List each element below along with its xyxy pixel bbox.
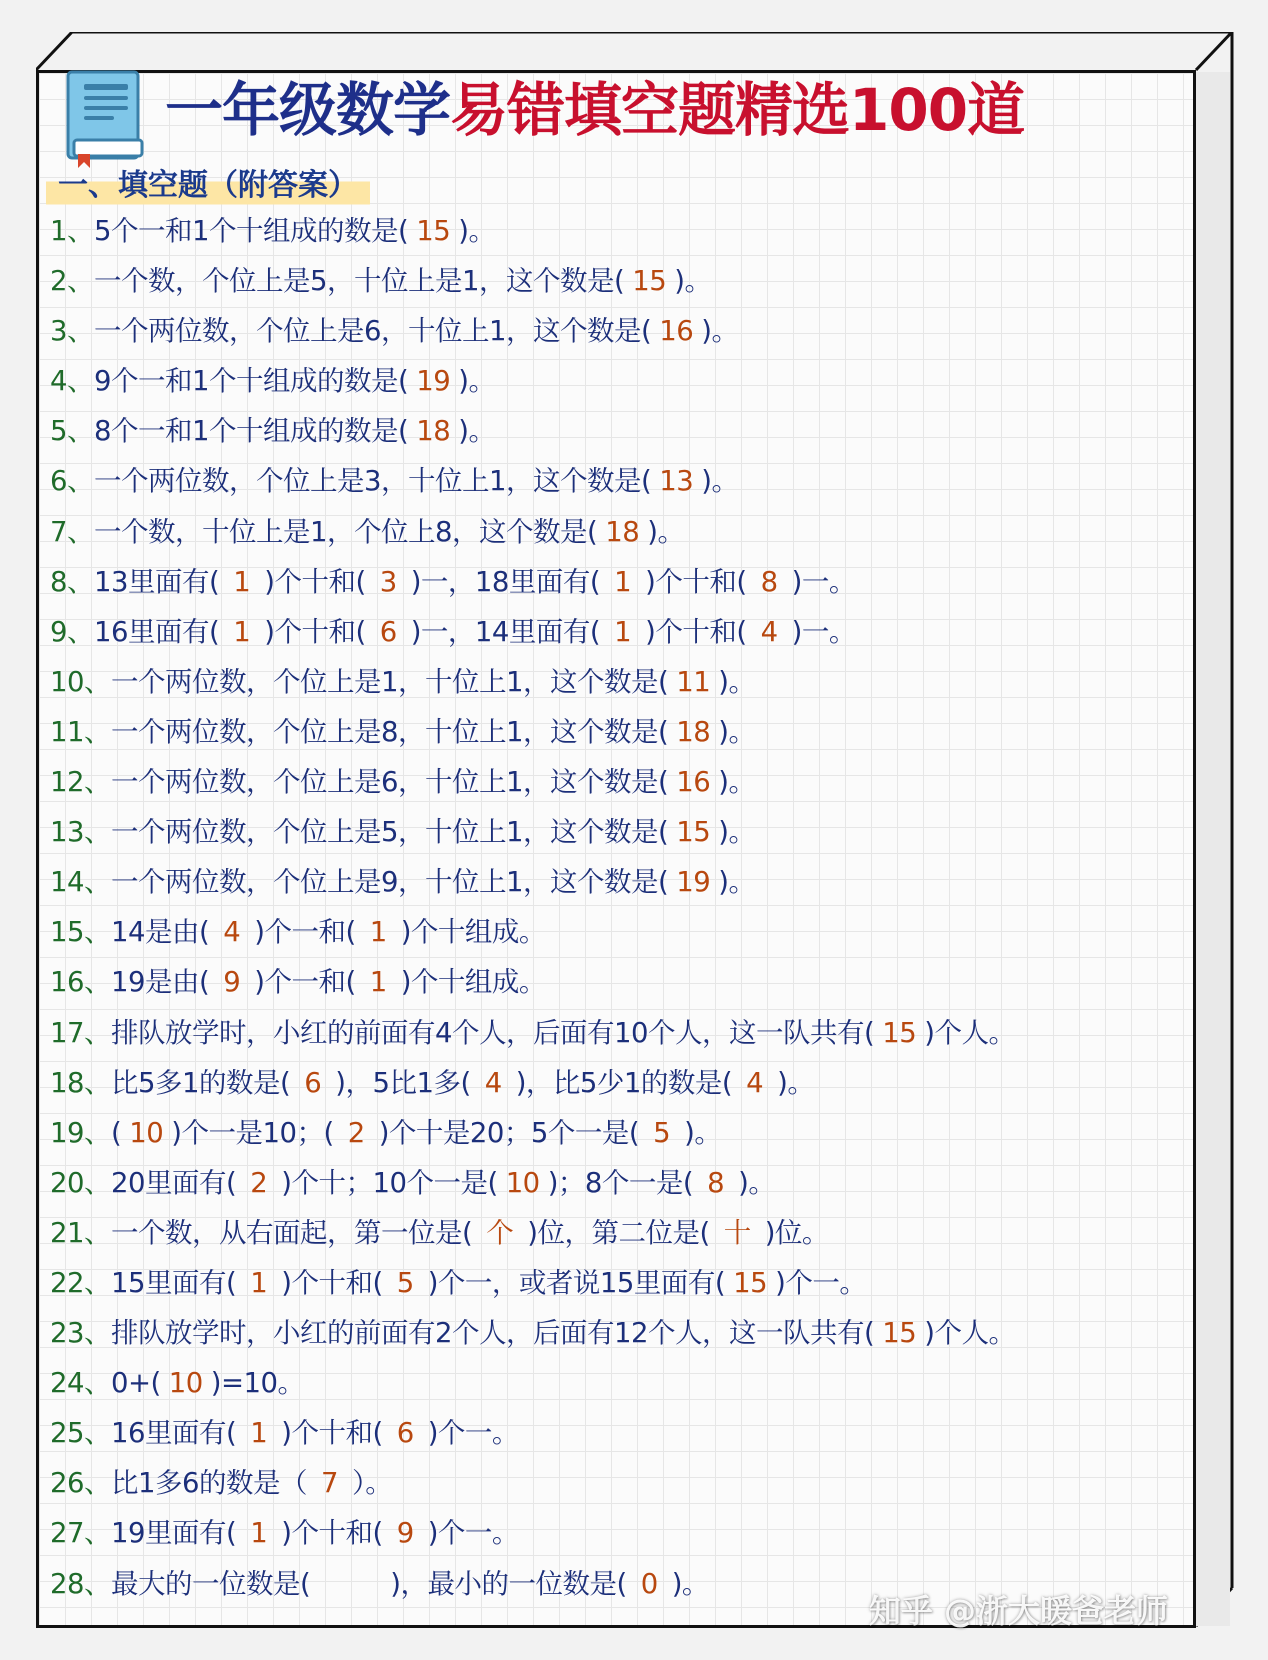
question-number: 28、 xyxy=(50,1567,111,1600)
answer: 4 xyxy=(746,1066,764,1099)
question-text: )个一和( xyxy=(254,966,356,999)
question-text: )。 xyxy=(738,1166,776,1199)
answer: 15 xyxy=(676,816,711,849)
answer: 18 xyxy=(605,515,640,548)
question-item xyxy=(50,1108,1170,1158)
question-text: )=10。 xyxy=(210,1367,305,1400)
question-number: 9、 xyxy=(50,615,94,648)
answer: 15 xyxy=(416,215,451,247)
question-item xyxy=(50,406,1170,456)
question-text: )个十和( xyxy=(281,1517,383,1550)
answer: 15 xyxy=(733,1266,768,1299)
question-item xyxy=(50,907,1170,957)
question-number: 11、 xyxy=(50,715,111,748)
question-text: )个一。 xyxy=(427,1517,519,1550)
question-text: )。 xyxy=(671,1567,709,1600)
question-text: 16里面有( xyxy=(111,1417,237,1450)
question-text: )个十和( xyxy=(645,565,747,598)
question-text: 16里面有( xyxy=(94,615,220,648)
answer: 15 xyxy=(882,1016,917,1049)
question-text: 一个两位数，个位上是5，十位上1，这个数是( xyxy=(111,816,669,849)
question-item xyxy=(50,256,1170,306)
question-text: 13里面有( xyxy=(94,565,220,598)
question-text: )一，14里面有( xyxy=(410,615,601,648)
question-text: )。 xyxy=(674,265,712,298)
question-text: )个十和( xyxy=(264,565,366,598)
answer: 13 xyxy=(659,465,694,498)
question-number: 1、 xyxy=(50,215,94,247)
answer: 1 xyxy=(369,966,387,999)
answer: 1 xyxy=(250,1266,268,1299)
answer: 16 xyxy=(676,766,711,799)
question-text: 一个两位数，个位上是1，十位上1，这个数是( xyxy=(111,665,669,698)
question-text: )一。 xyxy=(791,615,856,648)
question-number: 14、 xyxy=(50,866,111,899)
question-number: 24、 xyxy=(50,1367,111,1400)
answer: 1 xyxy=(250,1417,268,1450)
question-item xyxy=(50,1508,1170,1558)
question-number: 3、 xyxy=(50,315,94,348)
question-number: 12、 xyxy=(50,766,111,799)
question-text: )个一。 xyxy=(775,1266,867,1299)
question-text: )。 xyxy=(718,665,756,698)
question-item xyxy=(50,1258,1170,1308)
question-text: 8个一和1个十组成的数是( xyxy=(94,415,409,448)
answer: 9 xyxy=(223,966,241,999)
answer: 4 xyxy=(484,1066,502,1099)
question-item xyxy=(50,857,1170,907)
question-number: 8、 xyxy=(50,565,94,598)
question-item xyxy=(50,707,1170,757)
title-part2: 易错填空题精选100道 xyxy=(450,76,1025,144)
answer: 5 xyxy=(653,1116,671,1149)
question-text: )位。 xyxy=(764,1216,829,1249)
question-text: )。 xyxy=(458,365,496,398)
question-text: )。 xyxy=(684,1116,722,1149)
question-text: )。 xyxy=(458,415,496,448)
answer: 1 xyxy=(250,1517,268,1550)
question-text: )。 xyxy=(701,465,739,498)
question-number: 5、 xyxy=(50,415,94,448)
answer: 11 xyxy=(676,665,711,698)
question-text: )个十和( xyxy=(645,615,747,648)
question-text: )个人。 xyxy=(924,1016,1016,1049)
question-text: )。 xyxy=(718,816,756,849)
question-text: 一个两位数，个位上是3，十位上1，这个数是( xyxy=(94,465,652,498)
answer: 15 xyxy=(882,1317,917,1350)
question-number: 15、 xyxy=(50,916,111,949)
question-number: 7、 xyxy=(50,515,94,548)
answer: 10 xyxy=(505,1166,540,1199)
question-text: 15里面有( xyxy=(111,1266,237,1299)
question-text: 14是由( xyxy=(111,916,210,949)
question-item xyxy=(50,1058,1170,1108)
answer: 9 xyxy=(396,1517,414,1550)
answer: 6 xyxy=(304,1066,322,1099)
answer: 10 xyxy=(129,1116,164,1149)
question-text: 20里面有( xyxy=(111,1166,237,1199)
question-item xyxy=(50,1358,1170,1408)
answer: 16 xyxy=(659,315,694,348)
question-text: )个十和( xyxy=(281,1417,383,1450)
question-text: )。 xyxy=(777,1066,815,1099)
question-text: )个十是20；5个一是( xyxy=(378,1116,640,1149)
question-number: 6、 xyxy=(50,465,94,498)
question-text: )一，18里面有( xyxy=(410,565,601,598)
question-item xyxy=(50,1208,1170,1258)
question-number: 27、 xyxy=(50,1517,111,1550)
question-item xyxy=(50,507,1170,557)
question-text: 一个数，十位上是1，个位上8，这个数是( xyxy=(94,515,598,548)
question-item xyxy=(50,206,1170,256)
question-item xyxy=(50,456,1170,506)
question-text: 一个两位数，个位上是8，十位上1，这个数是( xyxy=(111,715,669,748)
question-item xyxy=(50,1408,1170,1458)
watermark: 知乎 @浙大暖爸老师 xyxy=(868,1592,1168,1630)
answer: 1 xyxy=(614,615,632,648)
question-number: 18、 xyxy=(50,1066,111,1099)
question-item xyxy=(50,356,1170,406)
question-text: )。 xyxy=(458,215,496,247)
question-number: 4、 xyxy=(50,365,94,398)
question-number: 17、 xyxy=(50,1016,111,1049)
answer: 18 xyxy=(676,715,711,748)
question-item xyxy=(50,306,1170,356)
answer: 2 xyxy=(250,1166,268,1199)
question-text: )位，第二位是( xyxy=(527,1216,710,1249)
question-text: )个十；10个一是( xyxy=(281,1166,498,1199)
question-text: )。 xyxy=(718,766,756,799)
question-number: 19、 xyxy=(50,1116,111,1149)
question-item xyxy=(50,657,1170,707)
answer: 18 xyxy=(416,415,451,448)
answer: 8 xyxy=(760,565,778,598)
question-text: 比1多6的数是（ xyxy=(111,1467,307,1500)
answer: 19 xyxy=(416,365,451,398)
question-text: 19是由( xyxy=(111,966,210,999)
question-text: )，5比1多( xyxy=(335,1066,471,1099)
question-item xyxy=(50,557,1170,607)
question-text: 最大的一位数是( xyxy=(111,1567,311,1600)
question-text: 一个两位数，个位上是6，十位上1，这个数是( xyxy=(111,766,669,799)
question-text: )个人。 xyxy=(924,1317,1016,1350)
answer: 5 xyxy=(396,1266,414,1299)
question-text: )个十和( xyxy=(264,615,366,648)
question-text: )；8个一是( xyxy=(547,1166,694,1199)
answer: 4 xyxy=(223,916,241,949)
question-text: 9个一和1个十组成的数是( xyxy=(94,365,409,398)
question-text: )。 xyxy=(647,515,685,548)
question-text: 一个数，从右面起，第一位是( xyxy=(111,1216,473,1249)
question-number: 26、 xyxy=(50,1467,111,1500)
answer: 19 xyxy=(676,866,711,899)
answer: 6 xyxy=(379,615,397,648)
question-number: 10、 xyxy=(50,665,111,698)
question-text: )个十组成。 xyxy=(400,916,546,949)
answer: 1 xyxy=(369,916,387,949)
answer: 1 xyxy=(614,565,632,598)
answer: 个 xyxy=(486,1216,514,1249)
question-text: 一个两位数，个位上是9，十位上1，这个数是( xyxy=(111,866,669,899)
frame-top-edge xyxy=(36,32,1232,72)
page-title xyxy=(165,70,1024,150)
question-item xyxy=(50,957,1170,1007)
frame-right-edge xyxy=(1194,32,1234,1628)
answer: 10 xyxy=(168,1367,203,1400)
question-text: 排队放学时，小红的前面有4个人，后面有10个人，这一队共有( xyxy=(111,1016,875,1049)
question-text: 排队放学时，小红的前面有2个人，后面有12个人，这一队共有( xyxy=(111,1317,875,1350)
answer: 15 xyxy=(632,265,667,298)
answer: 8 xyxy=(707,1166,725,1199)
question-text: 19里面有( xyxy=(111,1517,237,1550)
question-text: )一。 xyxy=(791,565,856,598)
question-item xyxy=(50,1008,1170,1058)
answer: 十 xyxy=(723,1216,751,1249)
question-item xyxy=(50,1308,1170,1358)
question-item xyxy=(50,807,1170,857)
answer: 2 xyxy=(347,1116,365,1149)
question-text: 比5多1的数是( xyxy=(111,1066,291,1099)
question-text: )。 xyxy=(718,866,756,899)
question-text: 一个两位数，个位上是6，十位上1，这个数是( xyxy=(94,315,652,348)
question-text: 0+( xyxy=(111,1367,161,1400)
question-text: ( xyxy=(111,1116,122,1149)
answer: 1 xyxy=(233,565,251,598)
question-text: )个十组成。 xyxy=(400,966,546,999)
question-number: 25、 xyxy=(50,1417,111,1450)
question-number: 20、 xyxy=(50,1166,111,1199)
question-item xyxy=(50,757,1170,807)
question-number: 23、 xyxy=(50,1317,111,1350)
question-text: )，最小的一位数是( xyxy=(390,1567,627,1600)
answer: 0 xyxy=(640,1567,658,1600)
question-text: )个一。 xyxy=(427,1417,519,1450)
title-part1: 一年级数学 xyxy=(165,76,451,144)
answer: 7 xyxy=(321,1467,338,1500)
question-text: )。 xyxy=(718,715,756,748)
question-text: )个一和( xyxy=(254,916,356,949)
answer: 1 xyxy=(233,615,251,648)
answer: 6 xyxy=(396,1417,414,1450)
answer: 4 xyxy=(760,615,778,648)
question-item xyxy=(50,607,1170,657)
question-item xyxy=(50,1158,1170,1208)
question-item xyxy=(50,1458,1170,1508)
question-text: 5个一和1个十组成的数是( xyxy=(94,215,409,247)
question-text: ）。 xyxy=(352,1467,393,1500)
question-text: )个一，或者说15里面有( xyxy=(427,1266,726,1299)
book-icon xyxy=(64,70,148,170)
question-number: 22、 xyxy=(50,1266,111,1299)
answer: 3 xyxy=(379,565,397,598)
question-list xyxy=(50,206,1170,1609)
question-text: )个十和( xyxy=(281,1266,383,1299)
question-number: 16、 xyxy=(50,966,111,999)
question-text: 一个数，个位上是5，十位上是1，这个数是( xyxy=(94,265,625,298)
question-number: 2、 xyxy=(50,265,94,298)
question-number: 21、 xyxy=(50,1216,111,1249)
question-text: )，比5少1的数是( xyxy=(515,1066,733,1099)
question-text: )个一是10；( xyxy=(171,1116,334,1149)
question-text: )。 xyxy=(701,315,739,348)
question-number: 13、 xyxy=(50,816,111,849)
section-heading: 一、填空题（附答案） xyxy=(46,164,370,208)
